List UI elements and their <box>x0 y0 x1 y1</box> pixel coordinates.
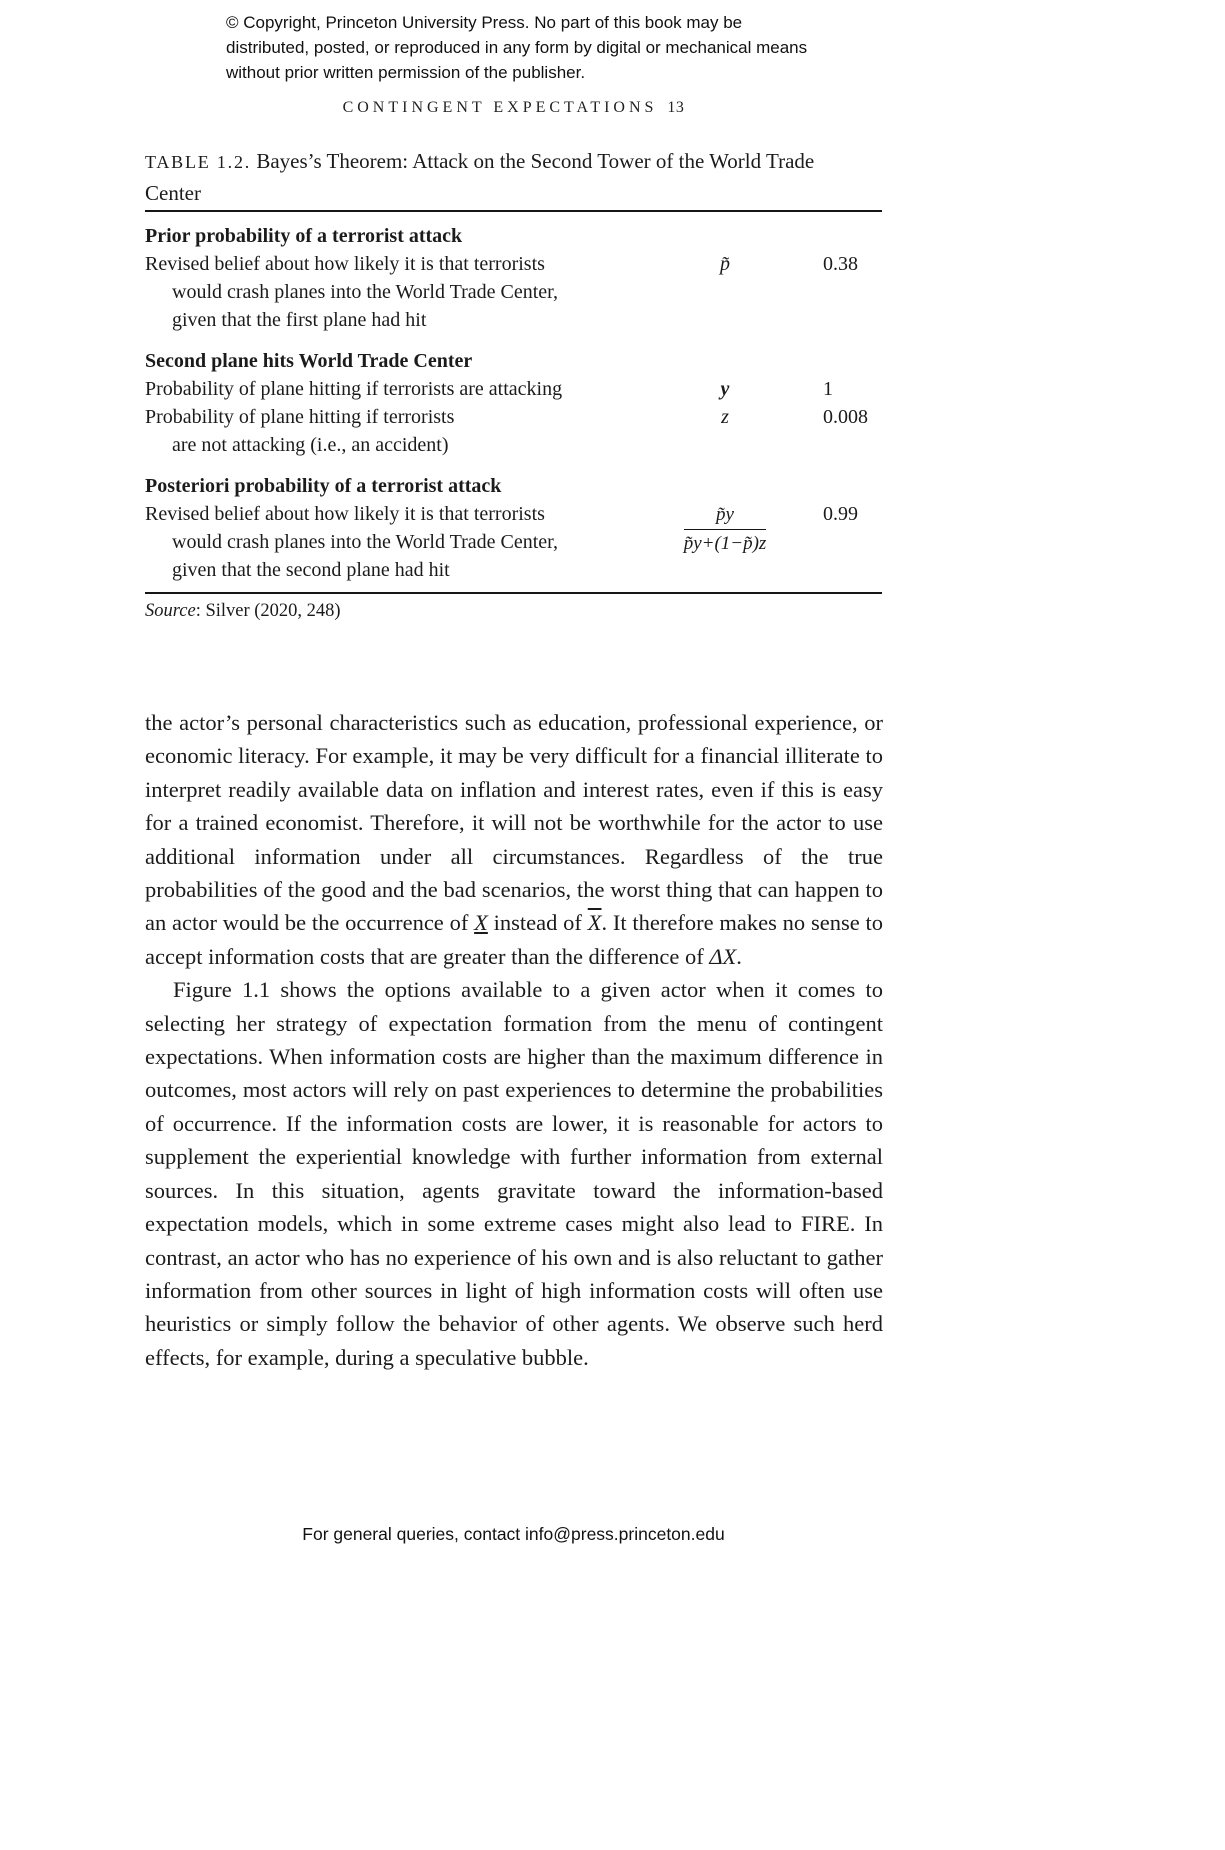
page-number: 13 <box>667 99 685 116</box>
row-description-line: given that the second plane had hit <box>172 559 450 581</box>
source-label: Source <box>145 601 196 621</box>
row-description <box>145 403 645 459</box>
row-description-line: would crash planes into the World Trade Center, <box>172 281 559 303</box>
table-source-note <box>145 601 341 622</box>
table-section-prior <box>145 222 882 334</box>
x-underlined-variable: X <box>474 910 488 936</box>
table-section-second-plane <box>145 347 882 459</box>
paragraph-segment: instead of <box>487 910 588 936</box>
row-description-line: are not attacking (i.e., an accident) <box>172 434 449 456</box>
table-row <box>145 250 882 334</box>
running-head-title: CONTINGENT EXPECTATIONS <box>342 99 658 116</box>
row-symbol: z <box>721 406 729 428</box>
table-section-heading: Prior probability of a terrorist attack <box>145 225 463 247</box>
table-caption <box>145 146 840 209</box>
row-description-line: would crash planes into the World Trade Center, <box>172 531 559 553</box>
row-description-line: Probability of plane hitting if terrorists <box>145 406 455 428</box>
row-description <box>145 250 645 334</box>
row-description-line: Revised belief about how likely it is that terrorists <box>145 503 545 525</box>
row-value: 0.99 <box>823 503 858 525</box>
table-row <box>145 403 882 459</box>
table-row <box>145 375 882 403</box>
row-description <box>145 500 645 584</box>
table-caption-text: Bayes’s Theorem: Attack on the Second Tower of the World Trade Center <box>145 149 815 205</box>
table-section-heading: Second plane hits World Trade Center <box>145 350 473 372</box>
row-symbol-fraction <box>645 500 805 557</box>
table-label: TABLE 1.2. <box>145 152 252 172</box>
row-symbol: p̃ <box>720 253 730 275</box>
row-value: 1 <box>823 378 833 400</box>
table-section-posteriori <box>145 472 882 584</box>
running-head <box>145 99 882 117</box>
row-description-line: Probability of plane hitting if terrorists are attacking <box>145 378 563 400</box>
table-bottom-rule <box>145 592 882 594</box>
row-description-line: Revised belief about how likely it is that terrorists <box>145 253 545 275</box>
paragraph-segment: the actor’s personal characteristics such as education, professional experience, or economic literacy. For example, it may be very difficult for a financial illiterate to interpret readily available data on inflation and interest rates, even if this is easy for a trained economist. Therefore, it will not be worthwhile for the actor to use additional information under all circumstances. Regardless of the true probabilities of the good and the bad scenarios, the worst thing that can happen to an actor would be the occurrence of <box>145 710 883 936</box>
bayes-fraction <box>684 502 767 557</box>
fraction-denominator: p̃y+(1−p̃)z <box>683 533 767 554</box>
row-description-line: given that the first plane had hit <box>172 309 427 331</box>
row-value: 0.008 <box>823 406 868 428</box>
row-description <box>145 375 645 403</box>
copyright-notice: © Copyright, Princeton University Press. No part of this book may be distributed, posted, or reproduced in any form by digital or mechanical means without prior written permission of the publisher. <box>226 13 808 82</box>
source-text: : Silver (2020, 248) <box>195 601 341 621</box>
x-overlined-variable: $\overline{X}$ <box>587 910 602 936</box>
paragraph-segment: . <box>736 943 742 969</box>
delta-x-variable: ΔX <box>709 943 737 969</box>
body-text <box>145 706 883 1374</box>
row-value: 0.38 <box>823 253 858 275</box>
row-symbol: y <box>720 378 730 400</box>
paragraph-segment: . It therefore makes no sense to accept information costs that are greater than the difference of <box>145 910 883 969</box>
table-row <box>145 500 882 584</box>
table-section-heading: Posteriori probability of a terrorist attack <box>145 475 502 497</box>
body-paragraph-1 <box>145 706 883 973</box>
footer-contact-line: For general queries, contact info@press.princeton.edu <box>302 1524 725 1544</box>
body-paragraph-2: Figure 1.1 shows the options available to a given actor when it comes to selecting her strategy of expectation formation from the menu of contingent expectations. When information costs are higher than the maximum difference in outcomes, most actors will rely on past experiences to determine the probabilities of occurrence. If the information costs are lower, it is reasonable for actors to supplement the experiential knowledge with further information from external sources. In this situation, agents gravitate toward the information-based expectation models, which in some extreme cases might also lead to FIRE. In contrast, an actor who has no experience of his own and is also reluctant to gather information from other sources in light of high information costs will often use heuristics or simply follow the behavior of other agents. We observe such herd effects, for example, during a speculative bubble. <box>145 977 883 1370</box>
table-1-2 <box>145 222 882 597</box>
fraction-numerator: p̃y <box>684 502 767 530</box>
table-top-rule <box>145 210 882 212</box>
